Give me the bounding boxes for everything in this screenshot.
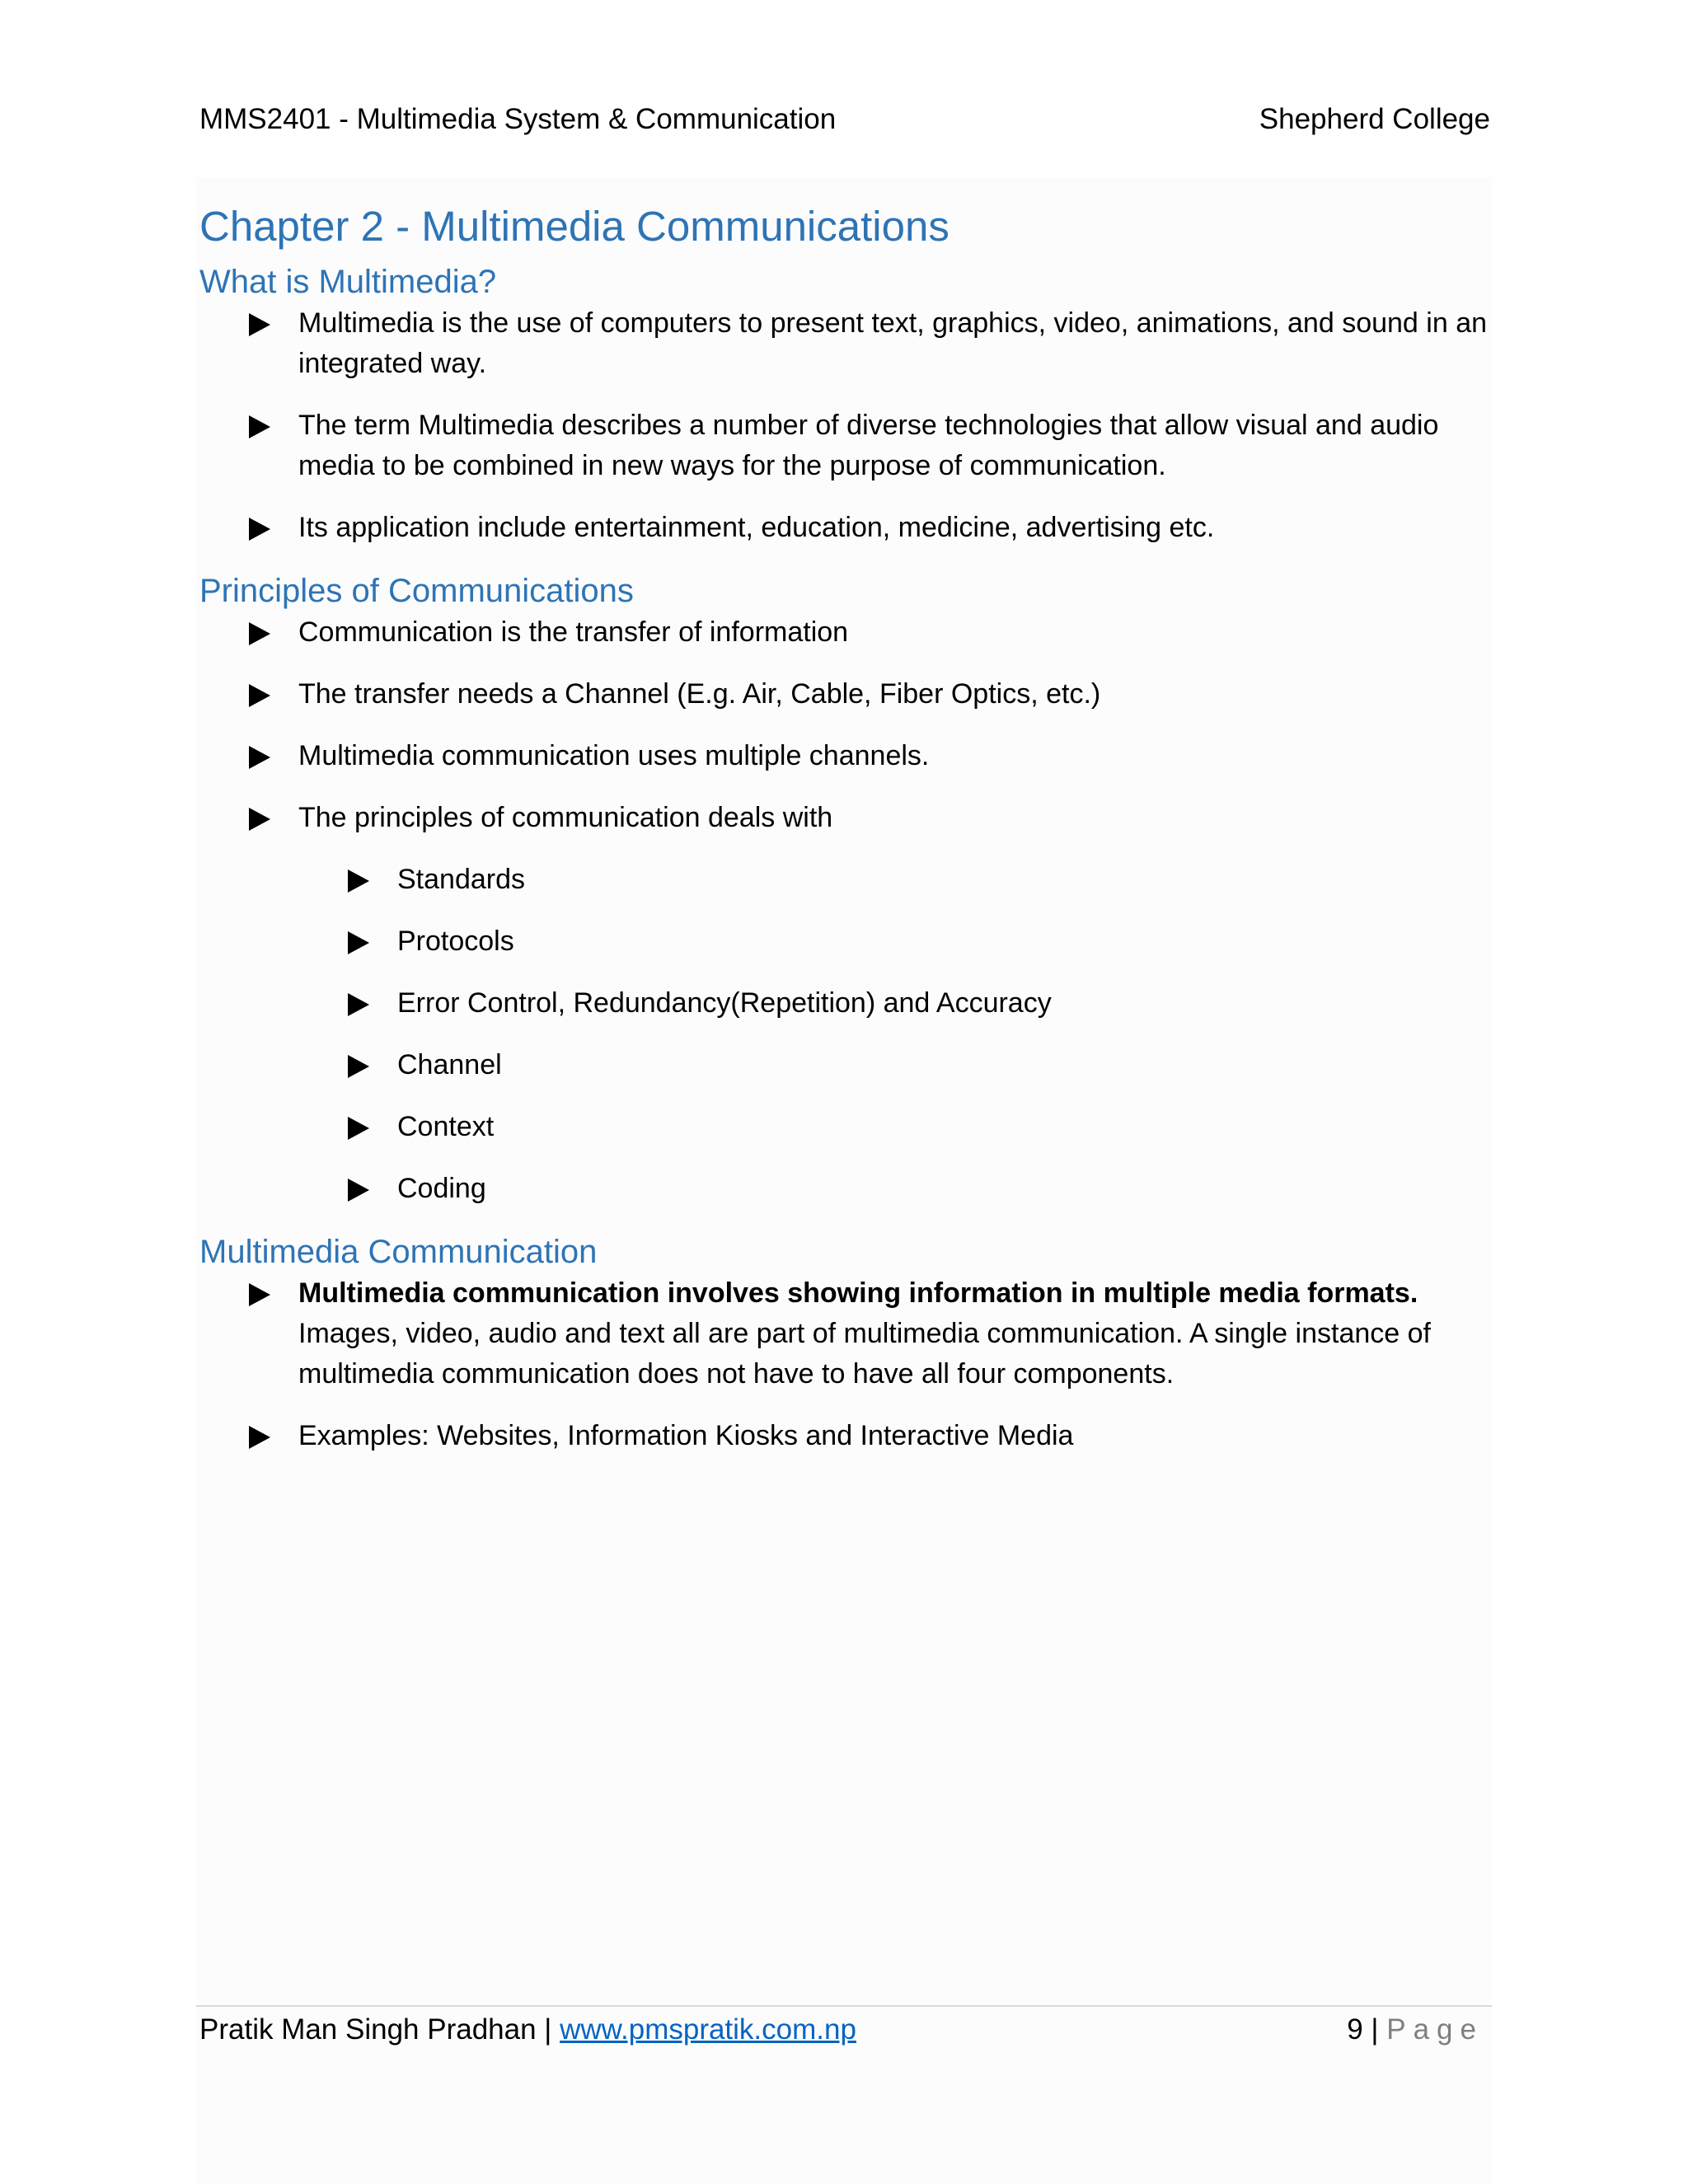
bullet-arrow-icon [249, 518, 270, 541]
bullet-arrow-icon [249, 622, 270, 645]
sub-list-item [199, 1107, 1490, 1147]
header-institution: Shepherd College [1259, 103, 1490, 135]
list-item-text: The transfer needs a Channel (E.g. Air, Cable, Fiber Optics, etc.) [298, 678, 1101, 710]
list-item-text: Communication is the transfer of information [298, 616, 849, 648]
page-footer [199, 2009, 1490, 2050]
sub-list-item-text: Coding [397, 1173, 486, 1204]
bullet-list [199, 1273, 1490, 1456]
footer-website-link[interactable]: www.pmspratik.com.np [560, 2013, 856, 2046]
list-item-text: Multimedia communication uses multiple channels. [298, 740, 930, 771]
bullet-arrow-icon [249, 313, 270, 336]
list-item-text: Examples: Websites, Information Kiosks and Interactive Media [298, 1420, 1074, 1451]
section-multimedia-communication [199, 1230, 1490, 1456]
list-item-text: The principles of communication deals with [298, 802, 833, 833]
footer-divider [196, 2005, 1492, 2007]
list-item [199, 674, 1490, 715]
bullet-arrow-icon [348, 1055, 369, 1078]
page-number: 9 | [1347, 2013, 1387, 2046]
section-heading-multimedia-communication: Multimedia Communication [199, 1234, 598, 1270]
bullet-arrow-icon [348, 993, 369, 1016]
page-header [199, 99, 1490, 140]
list-item [199, 405, 1490, 486]
footer-page-info [1347, 2009, 1484, 2050]
bullet-arrow-icon [249, 746, 270, 769]
bullet-arrow-icon [249, 415, 270, 438]
chapter-title: Chapter 2 - Multimedia Communications [199, 203, 950, 250]
section-principles-of-communications [199, 569, 1490, 1209]
sub-list-item-text: Channel [397, 1049, 502, 1080]
page-content [199, 198, 1490, 1478]
bullet-arrow-icon [348, 869, 369, 893]
sub-bullet-list [199, 860, 1490, 1209]
bullet-arrow-icon [348, 1117, 369, 1140]
sub-list-item [199, 860, 1490, 900]
section-what-is-multimedia [199, 260, 1490, 548]
sub-list-item [199, 1045, 1490, 1085]
bullet-arrow-icon [249, 684, 270, 707]
bullet-arrow-icon [249, 1283, 270, 1306]
sub-list-item-text: Error Control, Redundancy(Repetition) and Accuracy [397, 987, 1052, 1019]
sub-list-item [199, 921, 1490, 962]
bullet-arrow-icon [348, 1179, 369, 1202]
section-heading-principles: Principles of Communications [199, 573, 634, 609]
header-course: MMS2401 - Multimedia System & Communication [199, 103, 837, 135]
list-item-text: Images, video, audio and text all are part of multimedia communication. A single instance of multimedia communication does not have to have all four components. [298, 1318, 1431, 1390]
list-item [199, 798, 1490, 838]
sub-list-item [199, 1169, 1490, 1209]
sub-list-item-text: Standards [397, 864, 525, 895]
bullet-arrow-icon [348, 931, 369, 954]
bullet-arrow-icon [249, 1426, 270, 1449]
section-heading-what-is-multimedia: What is Multimedia? [199, 264, 497, 300]
list-item [199, 1273, 1490, 1394]
list-item-text: The term Multimedia describes a number of diverse technologies that allow visual and audio media to be combined in new ways for the purpose of communication. [298, 410, 1439, 481]
sub-list-item [199, 983, 1490, 1024]
bullet-list [199, 303, 1490, 548]
list-item-text: Multimedia is the use of computers to present text, graphics, video, animations, and sound in an integrated way. [298, 307, 1488, 379]
footer-author-name: Pratik Man Singh Pradhan | [199, 2013, 560, 2046]
bullet-list [199, 612, 1490, 838]
list-item-bold-text: Multimedia communication involves showing information in multiple media formats. [298, 1277, 1418, 1309]
list-item [199, 303, 1490, 384]
sub-list-item-text: Protocols [397, 926, 514, 957]
list-item [199, 1416, 1490, 1456]
list-item-text: Its application include entertainment, education, medicine, advertising etc. [298, 512, 1215, 543]
list-item [199, 612, 1490, 653]
page-word: Page [1386, 2013, 1484, 2046]
list-item [199, 508, 1490, 548]
footer-author [199, 2009, 856, 2050]
list-item [199, 736, 1490, 776]
bullet-arrow-icon [249, 808, 270, 831]
sub-list-item-text: Context [397, 1111, 495, 1142]
